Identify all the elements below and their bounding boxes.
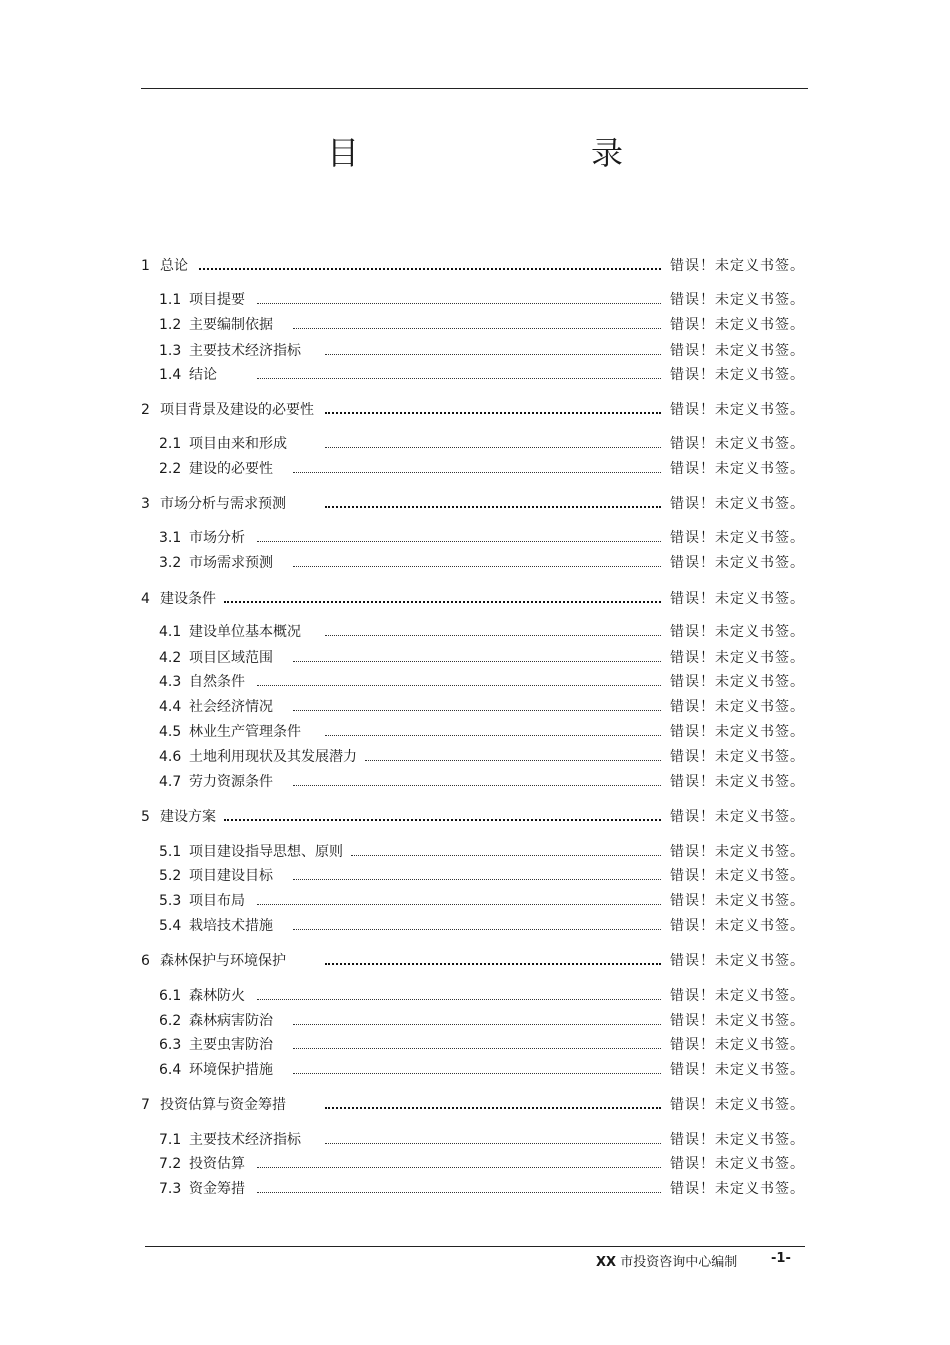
toc-number: 6.1 bbox=[159, 988, 182, 1004]
toc-label: 环境保护措施 bbox=[189, 1062, 273, 1078]
toc-leader-dots bbox=[325, 506, 661, 508]
toc-label: 建设单位基本概况 bbox=[189, 624, 301, 640]
footer-org-name: 市投资咨询中心编制 bbox=[620, 1255, 738, 1270]
toc-leader-dots bbox=[325, 354, 661, 355]
toc-number: 6.4 bbox=[159, 1062, 182, 1078]
toc-entry[interactable] bbox=[141, 364, 806, 386]
toc-label: 结论 bbox=[189, 367, 217, 383]
toc-page-ref: 错误！未定义书签。 bbox=[670, 650, 805, 666]
toc-leader-dots bbox=[199, 268, 661, 270]
page-number: -1- bbox=[771, 1251, 791, 1266]
toc-page-ref: 错误！未定义书签。 bbox=[670, 918, 805, 934]
toc-entry[interactable] bbox=[141, 806, 806, 828]
toc-label: 自然条件 bbox=[189, 674, 245, 690]
toc-label: 劳力资源条件 bbox=[189, 774, 273, 790]
toc-label: 栽培技术措施 bbox=[189, 918, 273, 934]
toc-label: 主要编制依据 bbox=[189, 317, 273, 333]
page-title: 目 录 bbox=[326, 134, 679, 172]
toc-number: 1.4 bbox=[159, 367, 182, 383]
toc-leader-dots bbox=[293, 1048, 661, 1049]
toc-entry[interactable] bbox=[141, 890, 806, 912]
toc-page-ref: 错误！未定义书签。 bbox=[670, 893, 805, 909]
toc-page-ref: 错误！未定义书签。 bbox=[670, 555, 805, 571]
toc-label: 市场需求预测 bbox=[189, 555, 273, 571]
toc-entry[interactable] bbox=[141, 865, 806, 887]
toc-leader-dots bbox=[257, 1167, 661, 1168]
toc-number: 6.2 bbox=[159, 1013, 182, 1029]
toc-page-ref: 错误！未定义书签。 bbox=[670, 1132, 805, 1148]
footer-rule bbox=[145, 1246, 805, 1247]
toc-number: 6.3 bbox=[159, 1037, 182, 1053]
toc-number: 3 bbox=[141, 496, 150, 512]
toc-leader-dots bbox=[293, 1024, 661, 1025]
toc-leader-dots bbox=[257, 1192, 661, 1193]
toc-page-ref: 错误！未定义书签。 bbox=[670, 317, 805, 333]
toc-label: 森林保护与环境保护 bbox=[160, 953, 286, 969]
toc-label: 项目背景及建设的必要性 bbox=[160, 402, 314, 418]
toc-number: 4.3 bbox=[159, 674, 182, 690]
toc-entry[interactable] bbox=[141, 841, 806, 863]
toc-entry[interactable] bbox=[141, 915, 806, 937]
toc-entry[interactable] bbox=[141, 527, 806, 549]
toc-leader-dots bbox=[293, 929, 661, 930]
toc-number: 4.1 bbox=[159, 624, 182, 640]
toc-label: 项目由来和形成 bbox=[189, 436, 287, 452]
toc-label: 森林防火 bbox=[189, 988, 245, 1004]
toc-entry[interactable] bbox=[141, 771, 806, 793]
toc-leader-dots bbox=[325, 1107, 661, 1109]
toc-page-ref: 错误！未定义书签。 bbox=[670, 699, 805, 715]
toc-label: 建设条件 bbox=[160, 591, 216, 607]
toc-entry[interactable] bbox=[141, 340, 806, 362]
toc-number: 4.2 bbox=[159, 650, 182, 666]
toc-entry[interactable] bbox=[141, 1034, 806, 1056]
toc-leader-dots bbox=[293, 1073, 661, 1074]
toc-label: 市场分析与需求预测 bbox=[160, 496, 286, 512]
toc-leader-dots bbox=[257, 378, 661, 379]
toc-number: 1.1 bbox=[159, 292, 182, 308]
toc-leader-dots bbox=[325, 447, 661, 448]
toc-entry[interactable] bbox=[141, 671, 806, 693]
toc-page-ref: 错误！未定义书签。 bbox=[670, 844, 805, 860]
toc-number: 7.3 bbox=[159, 1181, 182, 1197]
toc-page-ref: 错误！未定义书签。 bbox=[670, 258, 805, 274]
toc-page-ref: 错误！未定义书签。 bbox=[670, 292, 805, 308]
toc-number: 5 bbox=[141, 809, 150, 825]
toc-entry[interactable] bbox=[141, 1059, 806, 1081]
toc-page-ref: 错误！未定义书签。 bbox=[670, 624, 805, 640]
toc-entry[interactable] bbox=[141, 985, 806, 1007]
footer-org-prefix: XX bbox=[596, 1255, 617, 1270]
toc-number: 5.3 bbox=[159, 893, 182, 909]
toc-number: 6 bbox=[141, 953, 150, 969]
toc-label: 主要技术经济指标 bbox=[189, 1132, 301, 1148]
toc-label: 社会经济情况 bbox=[189, 699, 273, 715]
toc-leader-dots bbox=[325, 735, 661, 736]
toc-leader-dots bbox=[351, 855, 661, 856]
toc-entry[interactable] bbox=[141, 552, 806, 574]
toc-leader-dots bbox=[257, 303, 661, 304]
toc-leader-dots bbox=[257, 904, 661, 905]
toc-label: 资金筹措 bbox=[189, 1181, 245, 1197]
toc-leader-dots bbox=[224, 819, 661, 821]
toc-page-ref: 错误！未定义书签。 bbox=[670, 1013, 805, 1029]
toc-page-ref: 错误！未定义书签。 bbox=[670, 343, 805, 359]
toc-page-ref: 错误！未定义书签。 bbox=[670, 1037, 805, 1053]
toc-page-ref: 错误！未定义书签。 bbox=[670, 367, 805, 383]
toc-page-ref: 错误！未定义书签。 bbox=[670, 749, 805, 765]
toc-entry[interactable] bbox=[141, 1129, 806, 1151]
toc-label: 市场分析 bbox=[189, 530, 245, 546]
toc-entry[interactable] bbox=[141, 314, 806, 336]
toc-entry[interactable] bbox=[141, 746, 806, 768]
toc-number: 1.2 bbox=[159, 317, 182, 333]
toc-leader-dots bbox=[293, 879, 661, 880]
toc-page-ref: 错误！未定义书签。 bbox=[670, 953, 805, 969]
toc-page-ref: 错误！未定义书签。 bbox=[670, 461, 805, 477]
toc-leader-dots bbox=[325, 1143, 661, 1144]
toc-page-ref: 错误！未定义书签。 bbox=[670, 774, 805, 790]
toc-page-ref: 错误！未定义书签。 bbox=[670, 1062, 805, 1078]
toc-entry[interactable] bbox=[141, 255, 806, 277]
toc-entry[interactable] bbox=[141, 696, 806, 718]
toc-leader-dots bbox=[293, 566, 661, 567]
toc-entry[interactable] bbox=[141, 647, 806, 669]
toc-page-ref: 错误！未定义书签。 bbox=[670, 402, 805, 418]
toc-entry[interactable] bbox=[141, 1094, 806, 1116]
toc-leader-dots bbox=[224, 601, 661, 603]
toc-number: 1.3 bbox=[159, 343, 182, 359]
toc-label: 主要技术经济指标 bbox=[189, 343, 301, 359]
toc-label: 林业生产管理条件 bbox=[189, 724, 301, 740]
toc-number: 7.2 bbox=[159, 1156, 182, 1172]
toc-number: 3.1 bbox=[159, 530, 182, 546]
toc-leader-dots bbox=[257, 541, 661, 542]
toc-number: 5.4 bbox=[159, 918, 182, 934]
toc-number: 4 bbox=[141, 591, 150, 607]
toc-entry[interactable] bbox=[141, 1153, 806, 1175]
toc-page-ref: 错误！未定义书签。 bbox=[670, 1097, 805, 1113]
toc-label: 土地利用现状及其发展潜力 bbox=[189, 749, 357, 765]
toc-number: 4.4 bbox=[159, 699, 182, 715]
toc-page-ref: 错误！未定义书签。 bbox=[670, 809, 805, 825]
toc-leader-dots bbox=[293, 710, 661, 711]
toc-entry[interactable] bbox=[141, 289, 806, 311]
toc-page-ref: 错误！未定义书签。 bbox=[670, 1156, 805, 1172]
toc-number: 2.1 bbox=[159, 436, 182, 452]
toc-number: 5.1 bbox=[159, 844, 182, 860]
toc-leader-dots bbox=[325, 963, 661, 965]
toc-label: 森林病害防治 bbox=[189, 1013, 273, 1029]
toc-entry[interactable] bbox=[141, 458, 806, 480]
footer-org bbox=[596, 1251, 737, 1270]
toc-label: 主要虫害防治 bbox=[189, 1037, 273, 1053]
toc-label: 建设的必要性 bbox=[189, 461, 273, 477]
toc-label: 投资估算与资金筹措 bbox=[160, 1097, 286, 1113]
toc-entry[interactable] bbox=[141, 1010, 806, 1032]
toc-entry[interactable] bbox=[141, 493, 806, 515]
toc-label: 项目提要 bbox=[189, 292, 245, 308]
toc-number: 5.2 bbox=[159, 868, 182, 884]
toc-page-ref: 错误！未定义书签。 bbox=[670, 988, 805, 1004]
toc-page-ref: 错误！未定义书签。 bbox=[670, 674, 805, 690]
toc-entry[interactable] bbox=[141, 588, 806, 610]
toc-page-ref: 错误！未定义书签。 bbox=[670, 724, 805, 740]
toc-label: 项目布局 bbox=[189, 893, 245, 909]
toc-leader-dots bbox=[257, 685, 661, 686]
toc-entry[interactable] bbox=[141, 721, 806, 743]
toc-page-ref: 错误！未定义书签。 bbox=[670, 530, 805, 546]
toc-leader-dots bbox=[257, 999, 661, 1000]
toc-number: 3.2 bbox=[159, 555, 182, 571]
toc-page-ref: 错误！未定义书签。 bbox=[670, 496, 805, 512]
toc-number: 1 bbox=[141, 258, 150, 274]
toc-number: 2.2 bbox=[159, 461, 182, 477]
toc-page-ref: 错误！未定义书签。 bbox=[670, 436, 805, 452]
toc-number: 4.5 bbox=[159, 724, 182, 740]
toc-page-ref: 错误！未定义书签。 bbox=[670, 1181, 805, 1197]
toc-leader-dots bbox=[293, 785, 661, 786]
toc-entry[interactable] bbox=[141, 621, 806, 643]
toc-label: 项目建设指导思想、原则 bbox=[189, 844, 343, 860]
toc-entry[interactable] bbox=[141, 1178, 806, 1200]
toc-label: 项目区域范围 bbox=[189, 650, 273, 666]
toc-page-ref: 错误！未定义书签。 bbox=[670, 591, 805, 607]
toc-entry[interactable] bbox=[141, 950, 806, 972]
toc-number: 7 bbox=[141, 1097, 150, 1113]
toc-label: 投资估算 bbox=[189, 1156, 245, 1172]
toc-page-ref: 错误！未定义书签。 bbox=[670, 868, 805, 884]
toc-number: 7.1 bbox=[159, 1132, 182, 1148]
toc-leader-dots bbox=[293, 661, 661, 662]
header-rule bbox=[141, 88, 808, 89]
toc-leader-dots bbox=[293, 328, 661, 329]
toc-leader-dots bbox=[325, 412, 661, 414]
toc-entry[interactable] bbox=[141, 433, 806, 455]
toc-leader-dots bbox=[293, 472, 661, 473]
toc-number: 2 bbox=[141, 402, 150, 418]
toc-label: 总论 bbox=[160, 258, 188, 274]
toc-entry[interactable] bbox=[141, 399, 806, 421]
toc-label: 建设方案 bbox=[160, 809, 216, 825]
toc-number: 4.6 bbox=[159, 749, 182, 765]
toc-leader-dots bbox=[325, 635, 661, 636]
toc-label: 项目建设目标 bbox=[189, 868, 273, 884]
toc-leader-dots bbox=[365, 760, 661, 761]
toc-number: 4.7 bbox=[159, 774, 182, 790]
